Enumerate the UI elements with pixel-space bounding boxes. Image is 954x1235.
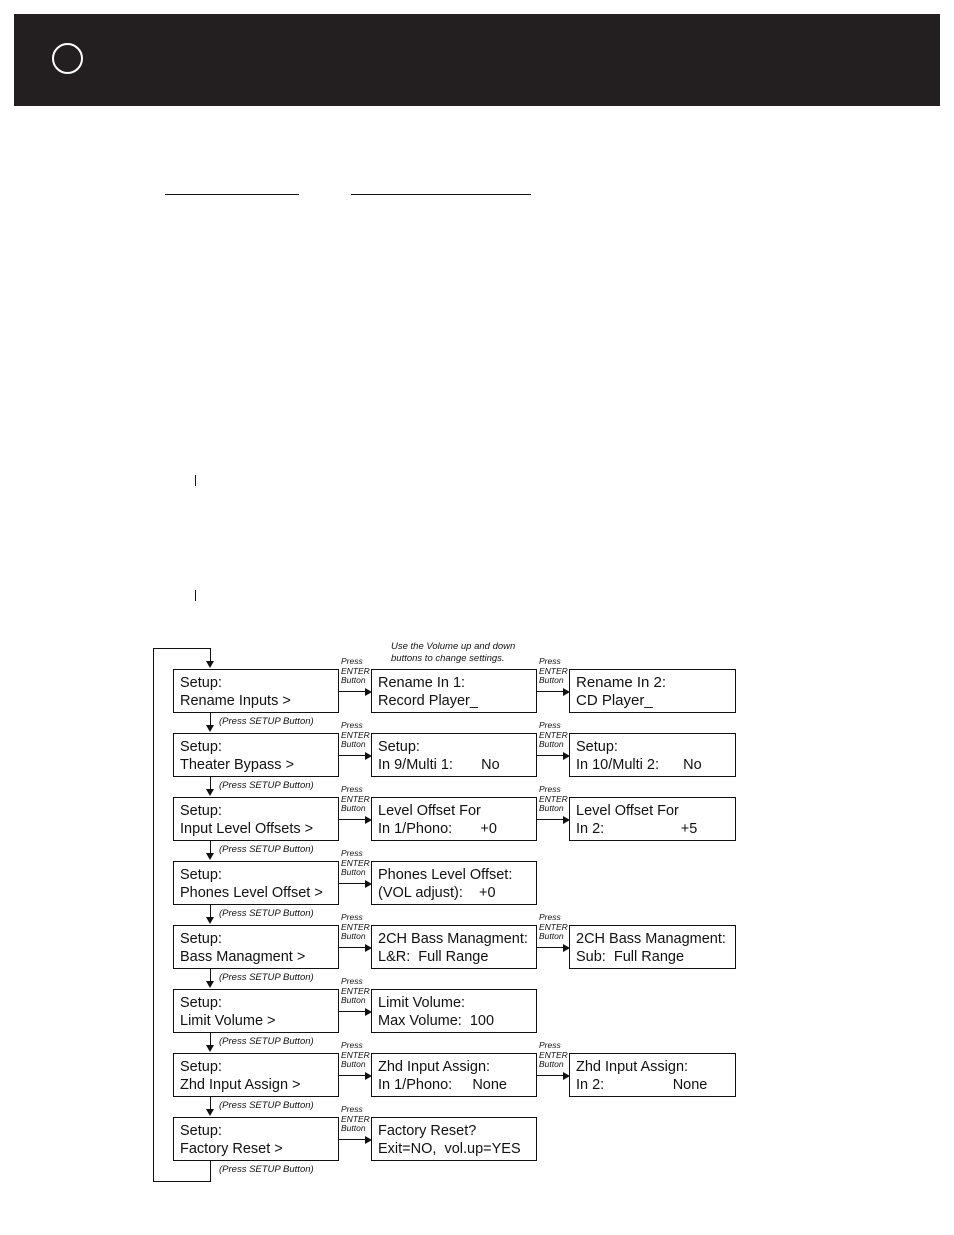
- option-box-3: [371, 797, 537, 841]
- press-enter-label-7-line-1: Press: [341, 1040, 363, 1050]
- press-enter-label-2-b-line-2: ENTER: [539, 729, 568, 740]
- press-enter-label-2-line-3: Button: [341, 739, 366, 749]
- press-enter-label-2-b-line-1: Press: [539, 720, 561, 730]
- loop-line-top-drop: [210, 648, 211, 662]
- press-enter-label-5-b-line-2: ENTER: [539, 921, 568, 932]
- option-box-1-b-line-2: CD Player_: [576, 692, 653, 709]
- press-setup-label-6: (Press SETUP Button): [219, 1036, 314, 1047]
- option-box-3-line-1: Level Offset For: [378, 803, 481, 819]
- option-box-7-line-1: Zhd Input Assign:: [378, 1059, 491, 1075]
- enter-arrow-5: [339, 947, 370, 948]
- press-enter-label-7-b-line-3: Button: [539, 1059, 564, 1069]
- enter-arrow-4: [339, 883, 370, 884]
- press-enter-label-5-b: [539, 913, 568, 942]
- press-enter-label-2-b: [539, 721, 568, 750]
- option-box-6-line-2: Max Volume: 100: [378, 1013, 495, 1029]
- loop-arrowhead: [206, 661, 214, 668]
- press-enter-label-2-line-1: Press: [341, 720, 363, 730]
- press-setup-label-3: (Press SETUP Button): [219, 844, 314, 855]
- option-box-7-b: [569, 1053, 736, 1097]
- option-box-2-b-line-2: In 10/Multi 2: No: [576, 757, 702, 773]
- press-enter-label-1-line-3: Button: [341, 675, 366, 685]
- press-setup-label-1: (Press SETUP Button): [219, 716, 314, 727]
- press-enter-label-6-line-1: Press: [341, 976, 363, 986]
- setup-down-arrowhead-1: [206, 725, 214, 732]
- press-enter-label-6-line-2: ENTER: [341, 985, 370, 996]
- option-box-1-b-line-1: Rename In 2:: [576, 674, 667, 691]
- enter-arrow-2-b: [537, 755, 568, 756]
- option-box-5-b: [569, 925, 736, 969]
- press-enter-label-3-line-1: Press: [341, 784, 363, 794]
- enter-arrow-2: [339, 755, 370, 756]
- option-box-3-b-line-1: Level Offset For: [576, 803, 679, 819]
- press-enter-label-8: [341, 1105, 370, 1134]
- setup-box-8: [173, 1117, 339, 1161]
- setup-box-2-line-2: Theater Bypass >: [180, 757, 295, 773]
- setup-box-4: [173, 861, 339, 905]
- press-enter-label-3-b-line-3: Button: [539, 803, 564, 813]
- press-enter-label-1-b-line-2: ENTER: [539, 665, 568, 676]
- enter-arrow-3: [339, 819, 370, 820]
- setup-box-2-line-1: Setup:: [180, 739, 222, 755]
- press-enter-label-7: [341, 1041, 370, 1070]
- press-enter-label-8-line-3: Button: [341, 1123, 366, 1133]
- option-box-2-line-1: Setup:: [378, 739, 420, 755]
- setup-box-6: [173, 989, 339, 1033]
- enter-arrow-1-b: [537, 691, 568, 692]
- setup-box-4-line-1: Setup:: [180, 867, 222, 883]
- press-enter-label-1-line-2: ENTER: [341, 665, 370, 676]
- option-box-7-line-2: In 1/Phono: None: [378, 1077, 507, 1093]
- press-enter-label-3-b-line-2: ENTER: [539, 793, 568, 804]
- enter-arrow-6: [339, 1011, 370, 1012]
- setup-box-5-line-1: Setup:: [180, 931, 222, 947]
- press-enter-label-3-b: [539, 785, 568, 814]
- enter-arrow-7-b: [537, 1075, 568, 1076]
- press-enter-label-5-line-1: Press: [341, 912, 363, 922]
- option-box-8: [371, 1117, 537, 1161]
- option-box-1-line-2: Record Player_: [378, 693, 478, 709]
- option-box-1: [371, 669, 537, 713]
- volume-note-line-2: buttons to change settings.: [391, 653, 505, 664]
- enter-arrow-3-b: [537, 819, 568, 820]
- option-box-2-b-line-1: Setup:: [576, 739, 618, 755]
- press-enter-label-6-line-3: Button: [341, 995, 366, 1005]
- option-box-2: [371, 733, 537, 777]
- press-enter-label-3-line-2: ENTER: [341, 793, 370, 804]
- enter-arrow-5-b: [537, 947, 568, 948]
- setup-down-arrowhead-6: [206, 1045, 214, 1052]
- volume-note-line-1: Use the Volume up and down: [391, 641, 516, 652]
- press-enter-label-4: [341, 849, 370, 878]
- option-box-6: [371, 989, 537, 1033]
- option-box-3-line-2: In 1/Phono: +0: [378, 821, 497, 837]
- press-enter-label-8-line-2: ENTER: [341, 1113, 370, 1124]
- press-setup-label-4: (Press SETUP Button): [219, 908, 314, 919]
- press-enter-label-7-line-3: Button: [341, 1059, 366, 1069]
- press-enter-label-7-b-line-1: Press: [539, 1040, 561, 1050]
- press-enter-label-8-line-1: Press: [341, 1104, 363, 1114]
- press-enter-label-4-line-1: Press: [341, 848, 363, 858]
- press-enter-label-1-line-1: Press: [341, 656, 363, 666]
- setup-box-8-line-1: Setup:: [180, 1123, 222, 1139]
- setup-box-1-line-1: Setup:: [180, 675, 222, 691]
- setup-down-arrowhead-2: [206, 789, 214, 796]
- option-box-5-line-2: L&R: Full Range: [378, 949, 489, 965]
- setup-box-4-line-2: Phones Level Offset >: [180, 885, 323, 901]
- setup-box-1: [173, 669, 339, 713]
- press-enter-label-7-b: [539, 1041, 568, 1070]
- setup-box-7-line-2: Zhd Input Assign >: [180, 1077, 301, 1093]
- setup-down-arrowhead-7: [206, 1109, 214, 1116]
- press-enter-label-3-line-3: Button: [341, 803, 366, 813]
- press-enter-label-5-line-2: ENTER: [341, 921, 370, 932]
- setup-down-arrowhead-3: [206, 853, 214, 860]
- option-box-2-line-2: In 9/Multi 1: No: [378, 757, 500, 773]
- press-enter-label-2-line-2: ENTER: [341, 729, 370, 740]
- press-enter-label-5-b-line-1: Press: [539, 912, 561, 922]
- press-enter-label-5-b-line-3: Button: [539, 931, 564, 941]
- press-enter-label-1-b-line-3: Button: [539, 675, 564, 685]
- press-enter-label-7-b-line-2: ENTER: [539, 1049, 568, 1060]
- option-box-1-b: [569, 669, 736, 713]
- setup-box-3-line-1: Setup:: [180, 803, 222, 819]
- setup-down-arrowhead-4: [206, 917, 214, 924]
- loop-line-bottom: [153, 1181, 211, 1182]
- setup-box-7: [173, 1053, 339, 1097]
- option-box-5-b-line-1: 2CH Bass Managment:: [576, 931, 726, 947]
- option-box-7: [371, 1053, 537, 1097]
- press-setup-label-2: (Press SETUP Button): [219, 780, 314, 791]
- press-enter-label-5: [341, 913, 370, 942]
- option-box-3-b: [569, 797, 736, 841]
- enter-arrow-7: [339, 1075, 370, 1076]
- press-enter-label-1-b: [539, 657, 568, 686]
- option-box-5-line-1: 2CH Bass Managment:: [378, 931, 528, 947]
- setup-box-2: [173, 733, 339, 777]
- option-box-4: [371, 861, 537, 905]
- setup-box-3-line-2: Input Level Offsets >: [180, 821, 314, 837]
- setup-box-8-line-2: Factory Reset >: [180, 1141, 283, 1157]
- enter-arrow-8: [339, 1139, 370, 1140]
- setup-box-5: [173, 925, 339, 969]
- press-enter-label-3: [341, 785, 370, 814]
- option-box-6-line-1: Limit Volume:: [378, 995, 466, 1011]
- option-box-2-b: [569, 733, 736, 777]
- enter-arrow-1: [339, 691, 370, 692]
- setup-down-arrowhead-5: [206, 981, 214, 988]
- press-setup-label-7: (Press SETUP Button): [219, 1100, 314, 1111]
- option-box-7-b-line-2: In 2: None: [576, 1077, 708, 1093]
- option-box-8-line-2: Exit=NO, vol.up=YES: [378, 1141, 521, 1157]
- press-setup-label-5: (Press SETUP Button): [219, 972, 314, 983]
- press-enter-label-1-b-line-1: Press: [539, 656, 561, 666]
- press-enter-label-6: [341, 977, 370, 1006]
- option-box-5: [371, 925, 537, 969]
- setup-box-5-line-2: Bass Managment >: [180, 949, 306, 965]
- loop-line-left: [153, 648, 154, 1182]
- setup-box-1-line-2: Rename Inputs >: [180, 693, 291, 709]
- setup-box-6-line-1: Setup:: [180, 995, 222, 1011]
- option-box-7-b-line-1: Zhd Input Assign:: [576, 1059, 689, 1075]
- setup-box-6-line-2: Limit Volume >: [180, 1013, 276, 1029]
- press-setup-label-8: (Press SETUP Button): [219, 1164, 314, 1175]
- option-box-5-b-line-2: Sub: Full Range: [576, 949, 685, 965]
- option-box-4-line-2: (VOL adjust): +0: [378, 885, 496, 901]
- press-enter-label-5-line-3: Button: [341, 931, 366, 941]
- option-box-4-line-1: Phones Level Offset:: [378, 867, 513, 883]
- setup-box-7-line-1: Setup:: [180, 1059, 222, 1075]
- press-enter-label-7-line-2: ENTER: [341, 1049, 370, 1060]
- press-enter-label-3-b-line-1: Press: [539, 784, 561, 794]
- loop-line-top: [153, 648, 211, 649]
- press-enter-label-2-b-line-3: Button: [539, 739, 564, 749]
- press-enter-label-4-line-3: Button: [341, 867, 366, 877]
- press-enter-label-4-line-2: ENTER: [341, 857, 370, 868]
- option-box-1-line-1: Rename In 1:: [378, 675, 466, 691]
- loop-line-bottom-drop: [210, 1161, 211, 1181]
- setup-box-3: [173, 797, 339, 841]
- press-enter-label-2: [341, 721, 370, 750]
- option-box-3-b-line-2: In 2: +5: [576, 821, 698, 837]
- press-enter-label-1: [341, 657, 370, 686]
- option-box-8-line-1: Factory Reset?: [378, 1123, 477, 1139]
